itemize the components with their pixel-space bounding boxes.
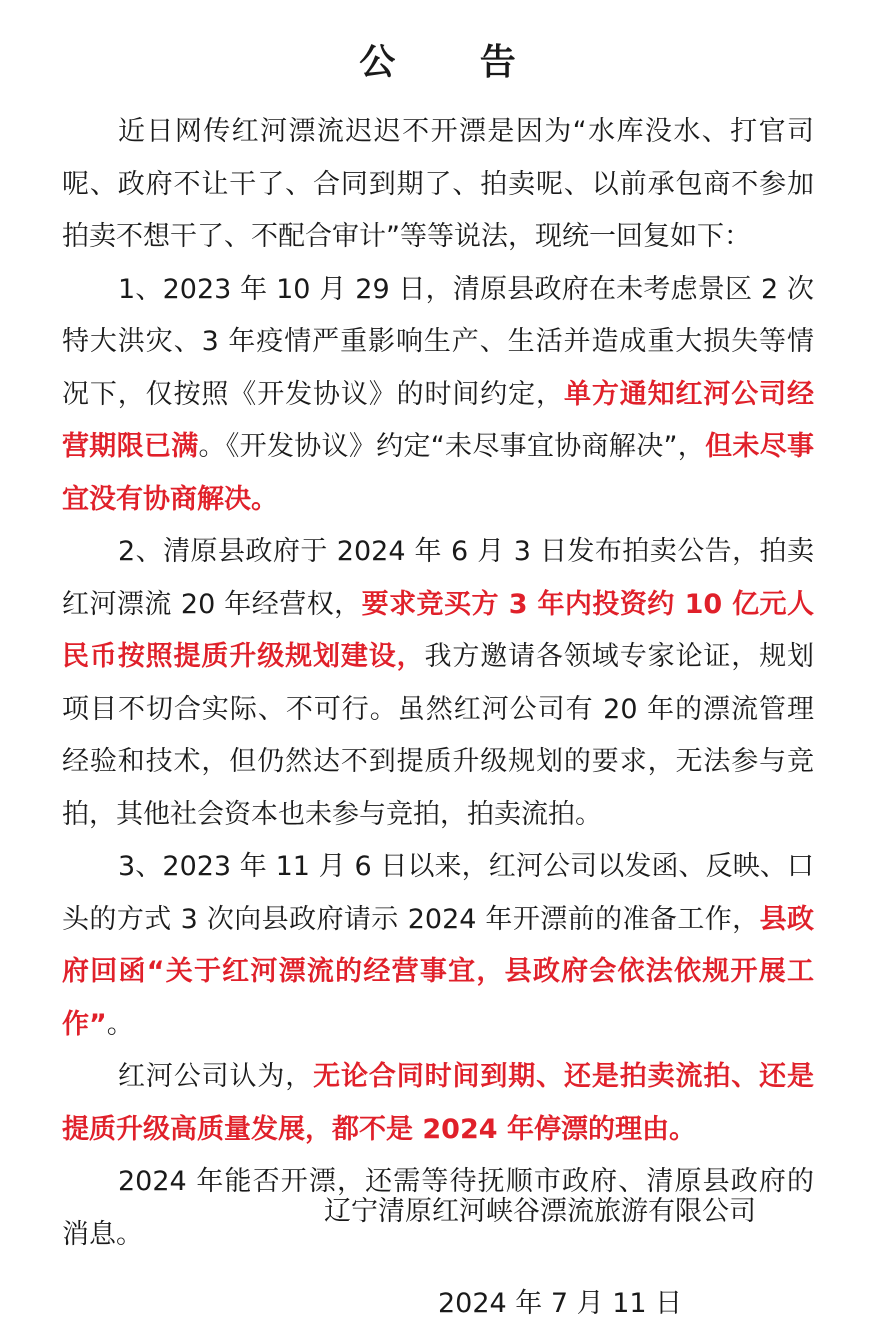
document-date: 2024 年 7 月 11 日 [438, 1288, 683, 1319]
paragraph-item-3 [62, 841, 814, 1051]
paragraph-text: 2024 年能否开漂，还需等待抚顺市政府、清原县政府的消息。 [62, 1166, 814, 1250]
emphasis-text: 单方通知红河公司经营期限已满 [62, 378, 815, 462]
emphasis-text: 要求竞买方 3 年内投资约 10 亿元人民币按照提质升级规划建设， [62, 588, 814, 672]
paragraph-item-2 [62, 526, 814, 841]
paragraph-text: 。《开发协议》约定“未尽事宜协商解决”， [198, 431, 706, 462]
paragraph-text: 。 [106, 1008, 134, 1040]
paragraph-conclusion [62, 1051, 814, 1156]
document-title: 公 告 [359, 42, 552, 84]
emphasis-text: 县政府回函“关于红河漂流的经营事宜，县政府会依法依规开展工作” [62, 903, 814, 1040]
paragraph-text: 我方邀请各领域专家论证，规划项目不切合实际、不可行。虽然红河公司有 20 年的漂流管理经验和技术，但仍然达不到提质升级规划的要求，无法参与竞拍，其他社会资本也未参与竞拍，拍卖流拍。 [62, 641, 814, 830]
emphasis-text: 但未尽事宜没有协商解决。 [62, 431, 815, 515]
paragraph-intro [62, 106, 814, 264]
paragraph-text: 2、清原县政府于 2024 年 6 月 3 日发布拍卖公告，拍卖红河漂流 20 年经营权， [62, 536, 814, 620]
paragraph-text: 近日网传红河漂流迟迟不开漂是因为“水库没水、打官司呢、政府不让干了、合同到期了、拍卖呢、以前承包商不参加拍卖不想干了、不配合审计”等等说法，现统一回复如下： [62, 116, 814, 252]
emphasis-text: 无论合同时间到期、还是拍卖流拍、还是提质升级高质量发展，都不是 2024 年停漂的理由。 [62, 1061, 814, 1145]
paragraph-text: 1、2023 年 10 月 29 日，清原县政府在未考虑景区 2 次特大洪灾、3 年疫情严重影响生产、生活并造成重大损失等情况下，仅按照《开发协议》的时间约定， [62, 273, 814, 410]
document-body [62, 106, 814, 1261]
paragraph-item-1 [62, 264, 814, 527]
company-signature: 辽宁清原红河峡谷漂流旅游有限公司 [324, 1196, 756, 1227]
paragraph-text: 3、2023 年 11 月 6 日以来，红河公司以发函、反映、口头的方式 3 次向县政府请示 2024 年开漂前的准备工作， [62, 851, 814, 935]
paragraph-text: 红河公司认为， [118, 1061, 314, 1092]
